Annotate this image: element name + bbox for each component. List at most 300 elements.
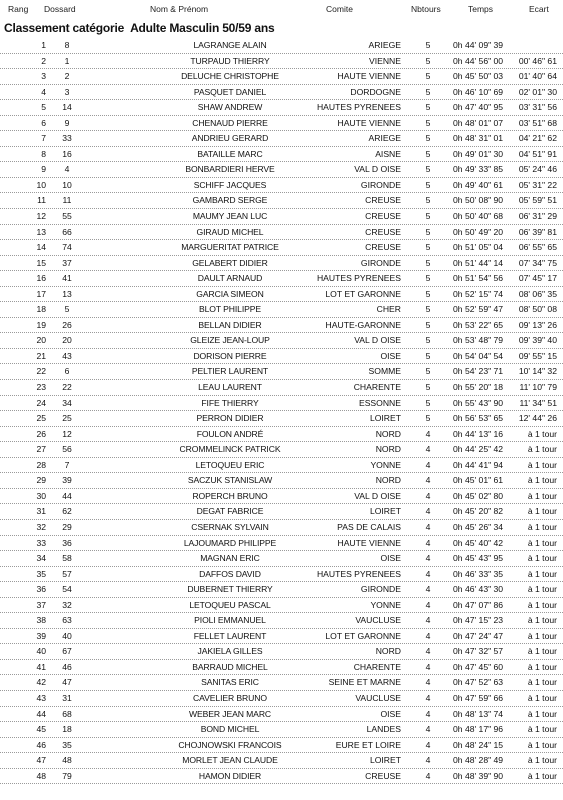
rang-cell: 10 (36, 179, 46, 190)
nbtours-cell: 4 (425, 537, 431, 548)
temps-cell: 0h 47' 45" 60 (453, 661, 504, 672)
dossard-cell: 40 (62, 630, 72, 641)
nbtours-cell: 5 (425, 55, 431, 66)
ecart-cell: à 1 tour (527, 459, 557, 470)
ecart-cell: à 1 tour (527, 646, 557, 657)
name-cell: MAUMY JEAN LUC (192, 211, 268, 222)
comite-cell: OISE (380, 350, 401, 361)
nbtours-cell: 4 (425, 428, 431, 439)
rang-cell: 3 (41, 71, 46, 82)
comite-cell: HAUTE-GARONNE (325, 319, 401, 330)
nbtours-cell: 5 (425, 382, 431, 393)
table-row (0, 598, 563, 614)
nbtours-cell: 4 (425, 692, 431, 703)
rang-cell: 1 (41, 40, 46, 50)
dossard-cell: 46 (62, 661, 72, 672)
table-row (0, 85, 563, 101)
dossard-cell: 2 (64, 71, 70, 82)
comite-cell: NORD (375, 646, 401, 657)
temps-cell: 0h 45' 20" 82 (453, 506, 504, 517)
column-header-row (0, 4, 563, 16)
ecart-cell: 11' 34" 51 (519, 397, 557, 408)
temps-cell: 0h 45' 26" 34 (453, 521, 504, 532)
ecart-cell: à 1 tour (527, 428, 557, 439)
name-cell: PIOLI EMMANUEL (194, 615, 266, 626)
comite-cell: LOIRET (369, 413, 401, 424)
table-row (0, 753, 563, 769)
comite-cell: CREUSE (365, 226, 401, 237)
name-cell: GIRAUD MICHEL (196, 226, 264, 237)
ecart-cell: à 1 tour (527, 692, 557, 703)
dossard-cell: 58 (62, 553, 72, 564)
table-row (0, 271, 563, 287)
ecart-cell: 05' 24" 46 (518, 164, 557, 175)
nbtours-cell: 4 (425, 506, 431, 517)
dossard-cell: 79 (62, 770, 72, 781)
dossard-cell: 41 (62, 273, 72, 284)
temps-cell: 0h 44' 13" 16 (453, 428, 504, 439)
rang-cell: 11 (37, 195, 46, 206)
ecart-cell: 12' 44" 26 (518, 413, 557, 424)
dossard-cell: 48 (62, 755, 72, 766)
rang-cell: 39 (36, 630, 46, 641)
ecart-cell: à 1 tour (527, 521, 557, 532)
name-cell: BOND MICHEL (200, 724, 260, 735)
table-row (0, 240, 563, 256)
temps-cell: 0h 51' 05" 04 (453, 242, 504, 253)
temps-cell: 0h 52' 59" 47 (453, 304, 504, 315)
temps-cell: 0h 47' 59" 66 (453, 692, 504, 703)
dossard-cell: 63 (62, 615, 72, 626)
comite-cell: VAL D OISE (354, 164, 401, 175)
temps-cell: 0h 48' 31" 01 (453, 133, 504, 144)
comite-cell: OISE (380, 553, 401, 564)
dossard-cell: 39 (62, 475, 72, 486)
table-row (0, 54, 563, 70)
rang-cell: 46 (36, 739, 46, 750)
dossard-cell: 31 (62, 692, 72, 703)
dossard-cell: 34 (62, 397, 72, 408)
nbtours-cell: 4 (425, 724, 431, 735)
rang-cell: 26 (36, 428, 46, 439)
comite-cell: CHER (376, 304, 401, 315)
title-label: Classement catégorie (4, 21, 125, 35)
dossard-cell: 18 (62, 724, 72, 735)
comite-cell: LOT ET GARONNE (325, 630, 401, 641)
temps-cell: 0h 47' 07" 86 (453, 599, 504, 610)
ecart-cell: à 1 tour (527, 506, 557, 517)
rang-cell: 15 (36, 257, 46, 268)
nbtours-cell: 4 (425, 521, 431, 532)
ecart-cell: 04' 51" 91 (518, 148, 557, 159)
table-row (0, 675, 563, 691)
ecart-cell: à 1 tour (527, 584, 557, 595)
name-cell: TURPAUD THIERRY (190, 55, 270, 66)
nbtours-cell: 5 (425, 71, 431, 82)
temps-cell: 0h 45' 40" 42 (453, 537, 504, 548)
nbtours-cell: 5 (425, 133, 431, 144)
ecart-cell: à 1 tour (527, 475, 557, 486)
temps-cell: 0h 48' 13" 74 (453, 708, 504, 719)
dossard-cell: 44 (62, 490, 72, 501)
nbtours-cell: 4 (425, 770, 431, 781)
header-comite: Comite (326, 4, 353, 14)
nbtours-cell: 4 (425, 646, 431, 657)
rang-cell: 23 (36, 382, 46, 393)
comite-cell: YONNE (370, 599, 401, 610)
name-cell: LAGRANGE ALAIN (193, 40, 267, 50)
rang-cell: 43 (36, 692, 46, 703)
comite-cell: AISNE (375, 148, 401, 159)
rang-cell: 24 (36, 397, 46, 408)
comite-cell: CREUSE (365, 242, 401, 253)
rang-cell: 45 (36, 724, 46, 735)
nbtours-cell: 5 (425, 350, 431, 361)
dossard-cell: 37 (62, 257, 72, 268)
rang-cell: 42 (36, 677, 46, 688)
name-cell: DEGAT FABRICE (196, 506, 264, 517)
ecart-cell: 00' 46" 61 (518, 55, 557, 66)
dossard-cell: 20 (62, 335, 72, 346)
rang-cell: 28 (36, 459, 46, 470)
name-cell: PASQUET DANIEL (193, 86, 267, 97)
comite-cell: ARIEGE (368, 133, 401, 144)
name-cell: GARCIA SIMEON (196, 288, 264, 299)
ecart-cell: à 1 tour (527, 724, 557, 735)
dossard-cell: 11 (62, 195, 72, 206)
name-cell: CHOJNOWSKI FRANCOIS (178, 739, 282, 750)
name-cell: GAMBARD SERGE (192, 195, 268, 206)
comite-cell: HAUTES PYRENEES (316, 102, 401, 113)
ecart-cell: 09' 55" 15 (518, 350, 557, 361)
comite-cell: EURE ET LOIRE (335, 739, 401, 750)
rang-cell: 13 (36, 226, 46, 237)
temps-cell: 0h 53' 22" 65 (453, 319, 504, 330)
rang-cell: 34 (36, 553, 46, 564)
nbtours-cell: 5 (425, 164, 431, 175)
ecart-cell: 03' 51" 68 (518, 117, 557, 128)
nbtours-cell: 4 (425, 568, 431, 579)
temps-cell: 0h 53' 48" 79 (453, 335, 504, 346)
ecart-cell: 11' 10" 79 (519, 382, 557, 393)
rang-cell: 31 (36, 506, 46, 517)
table-row (0, 349, 563, 365)
dossard-cell: 35 (62, 739, 72, 750)
rang-cell: 32 (36, 521, 46, 532)
comite-cell: OISE (380, 708, 401, 719)
ecart-cell: 06' 39" 81 (518, 226, 557, 237)
rang-cell: 40 (36, 646, 46, 657)
nbtours-cell: 4 (425, 475, 431, 486)
table-row (0, 629, 563, 645)
temps-cell: 0h 51' 54" 56 (453, 273, 504, 284)
dossard-cell: 16 (62, 148, 72, 159)
dossard-cell: 12 (62, 428, 72, 439)
rang-cell: 17 (36, 288, 46, 299)
table-row (0, 193, 563, 209)
dossard-cell: 68 (62, 708, 72, 719)
temps-cell: 0h 50' 40" 68 (453, 211, 504, 222)
nbtours-cell: 5 (425, 148, 431, 159)
ecart-cell: à 1 tour (527, 615, 557, 626)
comite-cell: LOIRET (369, 755, 401, 766)
comite-cell: SEINE ET MARNE (328, 677, 401, 688)
nbtours-cell: 4 (425, 739, 431, 750)
ecart-cell: à 1 tour (527, 599, 557, 610)
nbtours-cell: 5 (425, 179, 431, 190)
name-cell: GELABERT DIDIER (192, 257, 268, 268)
dossard-cell: 57 (62, 568, 72, 579)
table-row (0, 707, 563, 723)
nbtours-cell: 4 (425, 708, 431, 719)
rang-cell: 14 (36, 242, 46, 253)
rang-cell: 5 (41, 102, 46, 113)
nbtours-cell: 4 (425, 444, 431, 455)
comite-cell: HAUTE VIENNE (337, 71, 401, 82)
ecart-cell: 06' 31" 29 (518, 211, 557, 222)
rang-cell: 36 (36, 584, 46, 595)
table-row (0, 162, 563, 178)
ecart-cell: à 1 tour (527, 677, 557, 688)
comite-cell: CREUSE (365, 195, 401, 206)
ecart-cell: à 1 tour (527, 568, 557, 579)
comite-cell: DORDOGNE (350, 86, 401, 97)
name-cell: ANDRIEU GERARD (191, 133, 269, 144)
nbtours-cell: 5 (425, 211, 431, 222)
ecart-cell: 05' 59" 51 (518, 195, 557, 206)
ecart-cell: 07' 34" 75 (518, 257, 557, 268)
rang-cell: 22 (36, 366, 46, 377)
nbtours-cell: 4 (425, 584, 431, 595)
table-row (0, 520, 563, 536)
nbtours-cell: 5 (425, 86, 431, 97)
temps-cell: 0h 48' 28" 49 (453, 755, 504, 766)
ecart-cell: 09' 39" 40 (518, 335, 557, 346)
temps-cell: 0h 47' 40" 95 (453, 102, 504, 113)
name-cell: BONBARDIERI HERVE (185, 164, 275, 175)
nbtours-cell: 5 (425, 366, 431, 377)
table-row (0, 504, 563, 520)
temps-cell: 0h 54' 23" 71 (453, 366, 504, 377)
ecart-cell: à 1 tour (527, 630, 557, 641)
table-row (0, 738, 563, 754)
temps-cell: 0h 45' 02" 80 (453, 490, 504, 501)
comite-cell: ARIEGE (368, 40, 401, 50)
table-row (0, 69, 563, 85)
rang-cell: 9 (41, 164, 46, 175)
table-row (0, 613, 563, 629)
dossard-cell: 47 (62, 677, 72, 688)
header-ecart: Ecart (529, 4, 549, 14)
dossard-cell: 62 (62, 506, 72, 517)
table-row (0, 178, 563, 194)
name-cell: PELTIER LAURENT (191, 366, 269, 377)
rang-cell: 41 (36, 661, 46, 672)
ecart-cell: 03' 31" 56 (518, 102, 557, 113)
table-row (0, 769, 563, 785)
nbtours-cell: 5 (425, 257, 431, 268)
name-cell: MAGNAN ERIC (200, 553, 260, 564)
table-row (0, 364, 563, 380)
header-nbtours: Nbtours (411, 4, 441, 14)
name-cell: FIFE THIERRY (201, 397, 259, 408)
temps-cell: 0h 51' 44" 14 (453, 257, 504, 268)
dossard-cell: 55 (62, 211, 72, 222)
temps-cell: 0h 48' 01" 07 (453, 117, 504, 128)
rang-cell: 8 (41, 148, 46, 159)
temps-cell: 0h 52' 15" 74 (453, 288, 504, 299)
dossard-cell: 25 (62, 413, 72, 424)
temps-cell: 0h 54' 04" 54 (453, 350, 504, 361)
nbtours-cell: 4 (425, 553, 431, 564)
rang-cell: 27 (36, 444, 46, 455)
name-cell: DUBERNET THIERRY (187, 584, 273, 595)
nbtours-cell: 4 (425, 490, 431, 501)
name-cell: SACZUK STANISLAW (187, 475, 273, 486)
ecart-cell: à 1 tour (527, 537, 557, 548)
ecart-cell: 09' 13" 26 (518, 319, 557, 330)
page-title (4, 21, 274, 35)
comite-cell: HAUTES PYRENEES (316, 568, 401, 579)
comite-cell: VAUCLUSE (355, 615, 401, 626)
nbtours-cell: 5 (425, 288, 431, 299)
rang-cell: 19 (36, 319, 46, 330)
comite-cell: NORD (375, 475, 401, 486)
table-row (0, 100, 563, 116)
nbtours-cell: 5 (425, 397, 431, 408)
ecart-cell: 10' 14" 32 (518, 366, 557, 377)
dossard-cell: 54 (62, 584, 72, 595)
rang-cell: 37 (36, 599, 46, 610)
ecart-cell: à 1 tour (527, 708, 557, 719)
ecart-cell: à 1 tour (527, 444, 557, 455)
rang-cell: 48 (36, 770, 46, 781)
table-row (0, 318, 563, 334)
comite-cell: HAUTE VIENNE (337, 537, 401, 548)
nbtours-cell: 5 (425, 226, 431, 237)
nbtours-cell: 4 (425, 755, 431, 766)
dossard-cell: 33 (62, 133, 72, 144)
rang-cell: 12 (36, 211, 46, 222)
table-row (0, 411, 563, 427)
temps-cell: 0h 44' 25" 42 (453, 444, 504, 455)
table-row (0, 116, 563, 132)
comite-cell: HAUTE VIENNE (337, 117, 401, 128)
temps-cell: 0h 56' 53" 65 (453, 413, 504, 424)
temps-cell: 0h 55' 43" 90 (453, 397, 504, 408)
temps-cell: 0h 44' 09" 39 (453, 40, 504, 50)
temps-cell: 0h 45' 43" 95 (453, 553, 504, 564)
temps-cell: 0h 44' 41" 94 (453, 459, 504, 470)
comite-cell: NORD (375, 428, 401, 439)
rang-cell: 29 (36, 475, 46, 486)
dossard-cell: 7 (64, 459, 70, 470)
table-row (0, 396, 563, 412)
ecart-cell: 08' 06" 35 (518, 288, 557, 299)
table-row (0, 147, 563, 163)
rang-cell: 30 (36, 490, 46, 501)
dossard-cell: 67 (62, 646, 72, 657)
dossard-cell: 74 (62, 242, 72, 253)
name-cell: DORISON PIERRE (193, 350, 267, 361)
rang-cell: 25 (36, 413, 46, 424)
rang-cell: 6 (41, 117, 46, 128)
ecart-cell: à 1 tour (527, 739, 557, 750)
temps-cell: 0h 48' 39" 90 (453, 770, 504, 781)
name-cell: GLEIZE JEAN-LOUP (190, 335, 270, 346)
nbtours-cell: 5 (425, 335, 431, 346)
comite-cell: VAL D OISE (354, 335, 401, 346)
rang-cell: 38 (36, 615, 46, 626)
dossard-cell: 4 (64, 164, 70, 175)
temps-cell: 0h 49' 01" 30 (453, 148, 504, 159)
rang-cell: 33 (36, 537, 46, 548)
header-nom: Nom & Prénom (150, 4, 209, 14)
name-cell: LETOQUEU ERIC (195, 459, 265, 470)
comite-cell: HAUTES PYRENEES (316, 273, 401, 284)
ecart-cell: à 1 tour (527, 553, 557, 564)
table-row (0, 287, 563, 303)
table-row (0, 256, 563, 272)
rang-cell: 35 (36, 568, 46, 579)
header-temps: Temps (468, 4, 494, 14)
name-cell: BATAILLE MARC (197, 148, 263, 159)
temps-cell: 0h 47' 24" 47 (453, 630, 504, 641)
dossard-cell: 26 (62, 319, 72, 330)
temps-cell: 0h 45' 50" 03 (453, 71, 504, 82)
temps-cell: 0h 50' 49" 20 (453, 226, 504, 237)
name-cell: WEBER JEAN MARC (188, 708, 272, 719)
table-row (0, 582, 563, 598)
dossard-cell: 32 (62, 599, 72, 610)
nbtours-cell: 5 (425, 102, 431, 113)
title-category: Adulte Masculin 50/59 ans (130, 21, 275, 35)
rang-cell: 18 (36, 304, 46, 315)
dossard-cell: 5 (64, 304, 70, 315)
rang-cell: 16 (36, 273, 46, 284)
dossard-cell: 43 (62, 350, 72, 361)
ecart-cell: 04' 21" 62 (518, 133, 557, 144)
nbtours-cell: 5 (425, 319, 431, 330)
comite-cell: VIENNE (369, 55, 401, 66)
dossard-cell: 13 (62, 288, 72, 299)
name-cell: CHENAUD PIERRE (192, 117, 268, 128)
name-cell: MORLET JEAN CLAUDE (182, 755, 278, 766)
ecart-cell: 02' 01" 30 (518, 86, 557, 97)
comite-cell: LANDES (366, 724, 401, 735)
ecart-cell: à 1 tour (527, 661, 557, 672)
nbtours-cell: 5 (425, 273, 431, 284)
dossard-cell: 9 (64, 117, 70, 128)
table-row (0, 225, 563, 241)
table-row (0, 38, 563, 54)
nbtours-cell: 5 (425, 40, 431, 50)
name-cell: LETOQUEU PASCAL (189, 599, 271, 610)
temps-cell: 0h 47' 32" 57 (453, 646, 504, 657)
nbtours-cell: 4 (425, 459, 431, 470)
nbtours-cell: 4 (425, 615, 431, 626)
rang-cell: 4 (41, 86, 46, 97)
comite-cell: GIRONDE (360, 584, 401, 595)
table-row (0, 722, 563, 738)
temps-cell: 0h 48' 24" 15 (453, 739, 504, 750)
dossard-cell: 56 (62, 444, 72, 455)
temps-cell: 0h 47' 52" 63 (453, 677, 504, 688)
table-row (0, 458, 563, 474)
temps-cell: 0h 48' 17" 96 (453, 724, 504, 735)
temps-cell: 0h 49' 40" 61 (453, 179, 504, 190)
table-row (0, 333, 563, 349)
